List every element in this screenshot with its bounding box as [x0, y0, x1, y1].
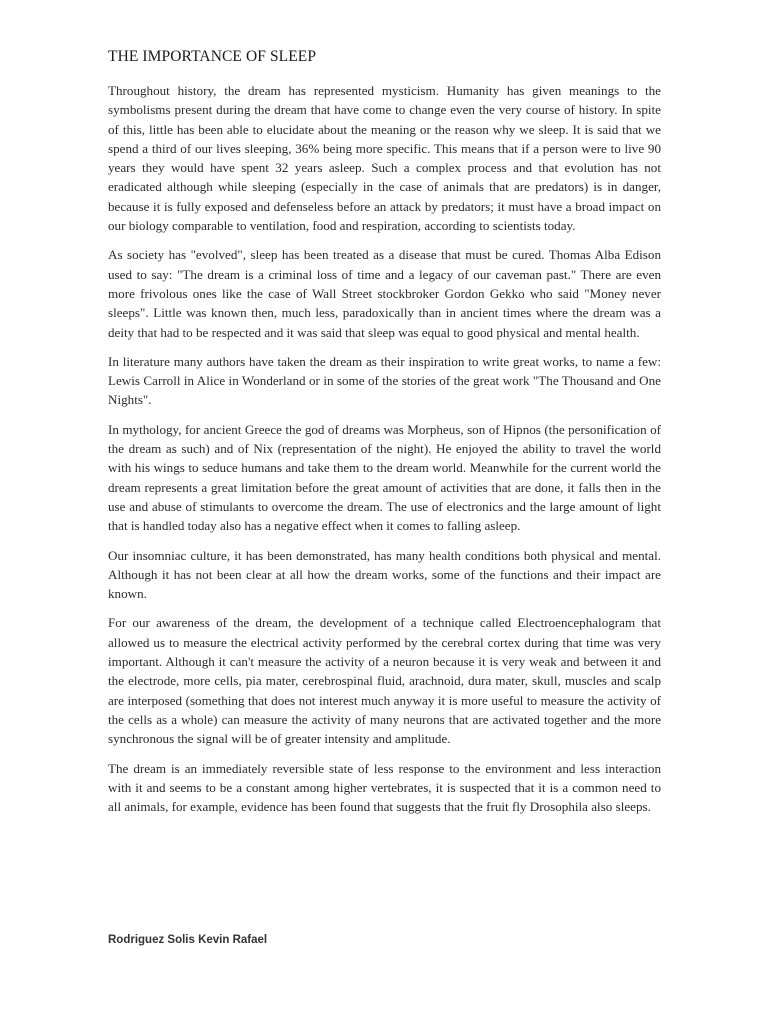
- paragraph-society: As society has "evolved", sleep has been treated as a disease that must be cured. Thomas Alba Edison used to say: "The dream is a criminal loss of time and a legacy of our caveman past." There are even more frivolous ones like the case of Wall Street stockbroker Gordon Gekko who said "Money never sleeps". Little was known then, much less, paradoxically than in ancient times where the dream was a deity that had to be respected and it was said that sleep was equal to good physical and mental health.: [108, 247, 661, 340]
- paragraph-reversible-state: The dream is an immediately reversible state of less response to the environment and less interaction with it and seems to be a constant among higher vertebrates, it is suspected that it is a common need to all animals, for example, evidence has been found that suggests that the fruit fly Drosophila also sleeps.: [108, 760, 661, 815]
- paragraph-literature: In literature many authors have taken the dream as their inspiration to write great works, to name a few: Lewis Carroll in Alice in Wonderland or in some of the stories of the great work "The Thousand and One Nights".: [108, 353, 661, 408]
- document-title: THE IMPORTANCE OF SLEEP: [108, 48, 317, 65]
- document-page: [108, 48, 661, 826]
- paragraph-mythology: In mythology, for ancient Greece the god of dreams was Morpheus, son of Hipnos (the personification of the dream as such) and of Nix (representation of the night). He enjoyed the ability to travel the world with his wings to seduce humans and take them to the dream world. Meanwhile for the current world the dream represents a great limitation before the great amount of activities that are done, it falls then in the use and abuse of stimulants to overcome the dream. The use of electronics and the large amount of light that is handled today also has a negative effect when it comes to falling asleep.: [108, 421, 661, 534]
- author-name: Rodriguez Solis Kevin Rafael: [108, 934, 268, 946]
- paragraph-insomniac-culture: Our insomniac culture, it has been demonstrated, has many health conditions both physical and mental. Although it has not been clear at all how the dream works, some of the functions and their impact are known.: [108, 547, 661, 602]
- paragraph-history: Throughout history, the dream has represented mysticism. Humanity has given meanings to the symbolisms present during the dream that have come to change even the very course of history. In spite of this, little has been able to elucidate about the meaning or the reason why we sleep. It is said that we spend a third of our lives sleeping, 36% being more specific. This means that if a person were to live 90 years they would have spent 32 years asleep. Such a complex process and that evolution has not eradicated although while sleeping (especially in the case of animals that are predators) is in danger, because it is fully exposed and defenseless before an attack by predators; it must have a broad impact on our biology comparable to ventilation, food and respiration, according to scientists today.: [108, 83, 661, 234]
- paragraph-electroencephalogram: For our awareness of the dream, the development of a technique called Electroencephalogram that allowed us to measure the electrical activity performed by the cerebral cortex during that time was very important. Although it can't measure the activity of a neuron because it is very weak and between it and the electrode, more cells, pia mater, cerebrospinal fluid, arachnoid, dura mater, skull, muscles and scalp are interposed (something that does not interest much anyway it is more useful to measure the activity of the cells as a whole) can measure the activity of many neurons that are activated together and the more synchronous the signal will be of greater intensity and amplitude.: [108, 615, 661, 747]
